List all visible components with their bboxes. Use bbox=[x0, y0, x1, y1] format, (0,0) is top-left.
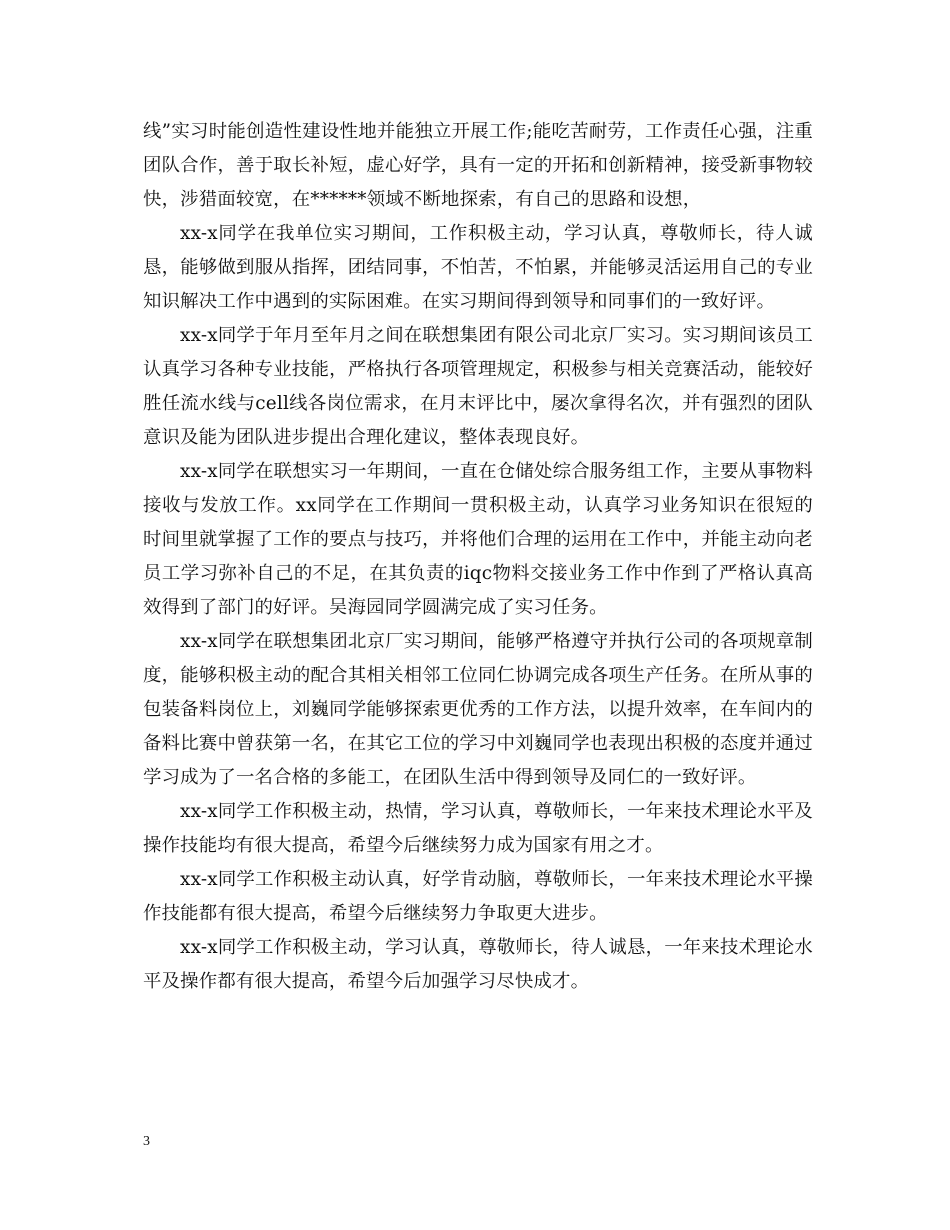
paragraph-evaluation-7: xx-x同学工作积极主动，学习认真，尊敬师长，待人诚恳，一年来技术理论水平及操作都有很大提高，希望今后加强学习尽快成才。 bbox=[143, 937, 813, 992]
paragraph-evaluation-6: xx-x同学工作积极主动认真，好学肯动脑，尊敬师长，一年来技术理论水平操作技能都有很大提高，希望今后继续努力争取更大进步。 bbox=[143, 869, 813, 924]
page-number: 3 bbox=[143, 1134, 150, 1149]
paragraph-evaluation-3: xx-x同学在联想实习一年期间，一直在仓储处综合服务组工作，主要从事物料接收与发放工作。xx同学在工作期间一贯积极主动，认真学习业务知识在很短的时间里就掌握了工作的要点与技巧，并将他们合理的运用在工作中，并能主动向老员工学习弥补自己的不足，在其负责的iqc物料交接业务工作中作到了严格认真高效得到了部门的好评。吴海园同学圆满完成了实习任务。 bbox=[143, 461, 813, 618]
document-body bbox=[143, 115, 813, 999]
paragraph-evaluation-1: xx-x同学在我单位实习期间，工作积极主动，学习认真，尊敬师长，待人诚恳，能够做到服从指挥，团结同事，不怕苦，不怕累，并能够灵活运用自己的专业知识解决工作中遇到的实际困难。在实习期间得到领导和同事们的一致好评。 bbox=[143, 223, 813, 312]
paragraph-continuation: 线”实习时能创造性建设性地并能独立开展工作;能吃苦耐劳，工作责任心强，注重团队合作，善于取长补短，虚心好学，具有一定的开拓和创新精神，接受新事物较快，涉猎面较宽，在******领域不断地探索，有自己的思路和设想， bbox=[143, 121, 813, 210]
paragraph-evaluation-5: xx-x同学工作积极主动，热情，学习认真，尊敬师长，一年来技术理论水平及操作技能均有很大提高，希望今后继续努力成为国家有用之才。 bbox=[143, 801, 813, 856]
paragraph-evaluation-4: xx-x同学在联想集团北京厂实习期间，能够严格遵守并执行公司的各项规章制度，能够积极主动的配合其相关相邻工位同仁协调完成各项生产任务。在所从事的包装备料岗位上，刘巍同学能够探索更优秀的工作方法，以提升效率，在车间内的备料比赛中曾获第一名，在其它工位的学习中刘巍同学也表现出积极的态度并通过学习成为了一名合格的多能工，在团队生活中得到领导及同仁的一致好评。 bbox=[143, 631, 813, 788]
paragraph-evaluation-2: xx-x同学于年月至年月之间在联想集团有限公司北京厂实习。实习期间该员工认真学习各种专业技能，严格执行各项管理规定，积极参与相关竞赛活动，能较好胜任流水线与cell线各岗位需求，在月末评比中，屡次拿得名次，并有强烈的团队意识及能为团队进步提出合理化建议，整体表现良好。 bbox=[143, 325, 813, 448]
